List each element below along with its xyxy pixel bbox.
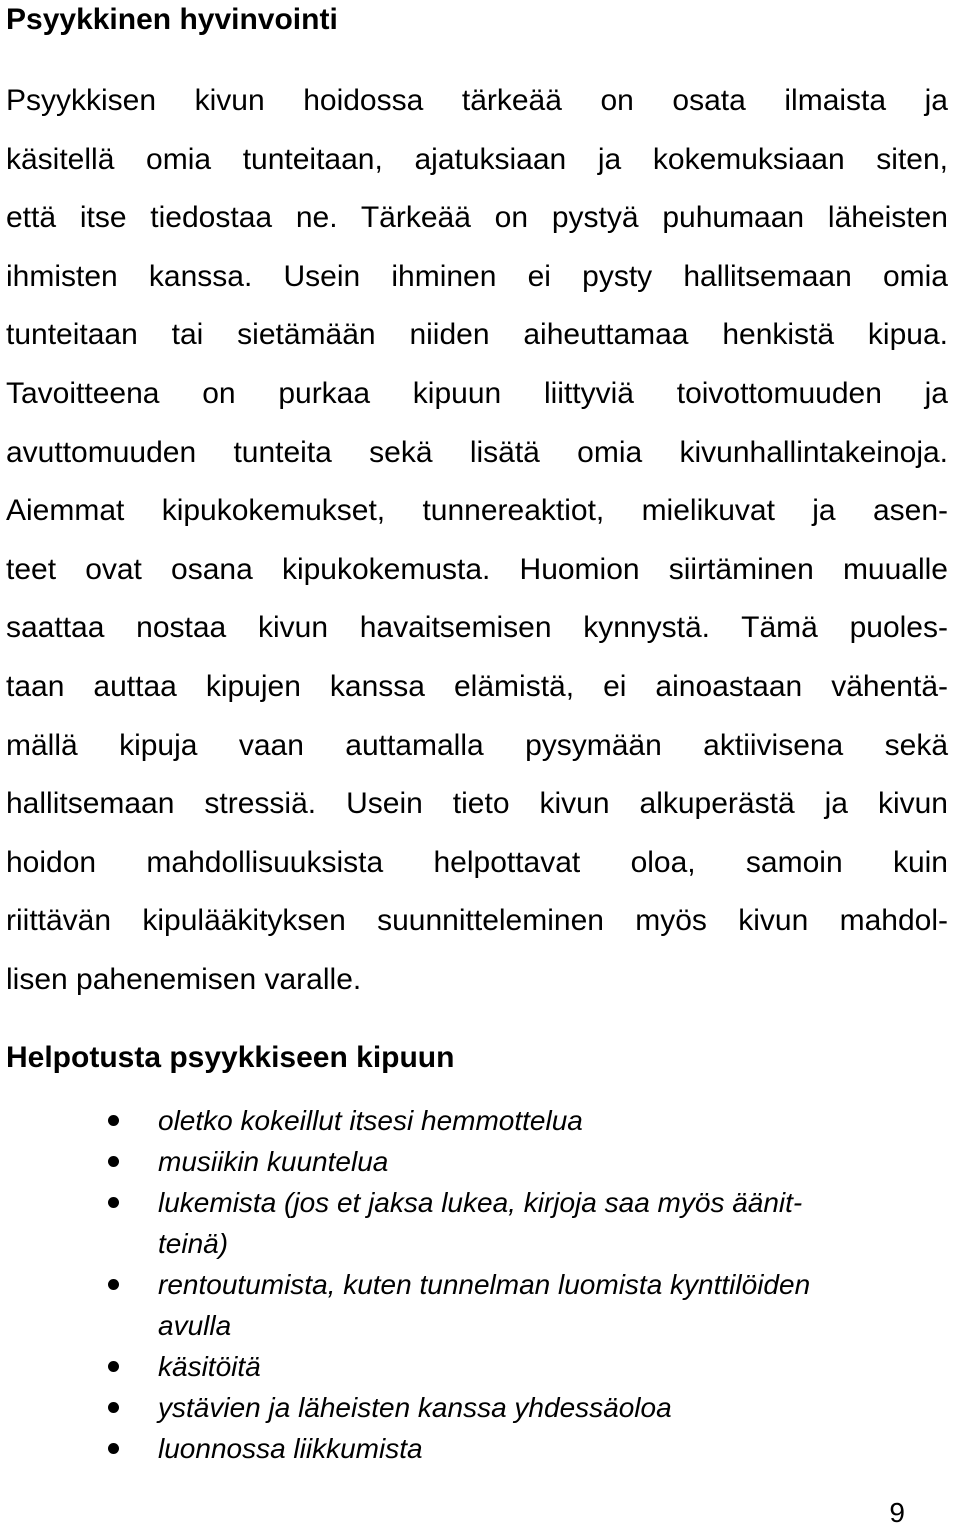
list-item [6, 1428, 960, 1469]
paragraph-line: ihmisten kanssa. Usein ihminen ei pysty hallitsemaan omia [6, 259, 948, 293]
bullet-dot-icon [108, 1361, 119, 1372]
list-item-text: rentoutumista, kuten tunnelman luomista kynttilöiden [158, 1269, 811, 1300]
paragraph-line: saattaa nostaa kivun havaitsemisen kynnystä. Tämä puoles- [6, 611, 948, 645]
paragraph-line: että itse tiedostaa ne. Tärkeää on pystyä puhumaan läheisten [6, 201, 948, 235]
subsection-heading: Helpotusta psyykkiseen kipuun [6, 1041, 455, 1074]
list-item [6, 1346, 960, 1387]
list-item [6, 1264, 960, 1346]
list-item-text: teinä) [158, 1228, 229, 1259]
list-item-text: musiikin kuuntelua [158, 1146, 389, 1177]
paragraph-line: käsitellä omia tunteitaan, ajatuksiaan ja kokemuksiaan siten, [6, 142, 948, 176]
bullet-dot-icon [108, 1115, 119, 1126]
list-item [6, 1141, 960, 1182]
page-number: 9 [889, 1497, 905, 1528]
paragraph-line: avuttomuuden tunteita sekä lisätä omia kivunhallintakeinoja. [6, 435, 948, 469]
list-item [6, 1387, 960, 1428]
body-paragraph [6, 72, 948, 1010]
list-item-text: oletko kokeillut itsesi hemmottelua [158, 1105, 583, 1136]
list-item-text: käsitöitä [158, 1351, 261, 1382]
paragraph-line: Psyykkisen kivun hoidossa tärkeää on osata ilmaista ja [6, 84, 948, 117]
bullet-dot-icon [108, 1197, 119, 1208]
paragraph-line: taan auttaa kipujen kanssa elämistä, ei ainoastaan vähentä- [6, 669, 948, 703]
paragraph-line: Aiemmat kipukokemukset, tunnereaktiot, mielikuvat ja asen- [6, 494, 948, 528]
paragraph-line: lisen pahenemisen varalle. [6, 962, 362, 996]
paragraph-line: hallitsemaan stressiä. Usein tieto kivun alkuperästä ja kivun [6, 787, 948, 821]
paragraph-line: teet ovat osana kipukokemusta. Huomion siirtäminen muualle [6, 552, 948, 586]
list-item-text: lukemista (jos et jaksa lukea, kirjoja saa myös äänit- [158, 1187, 803, 1218]
bullet-dot-icon [108, 1402, 119, 1413]
paragraph-line: mällä kipuja vaan auttamalla pysymään aktiivisena sekä [6, 728, 948, 762]
bullet-dot-icon [108, 1279, 119, 1290]
paragraph-line: riittävän kipulääkityksen suunnitteleminen myös kivun mahdol- [6, 904, 948, 938]
paragraph-line: tunteitaan tai sietämään niiden aiheuttamaa henkistä kipua. [6, 318, 948, 352]
list-item [6, 1100, 960, 1141]
paragraph-line: hoidon mahdollisuuksista helpottavat oloa, samoin kuin [6, 845, 948, 879]
list-item-text: avulla [158, 1310, 232, 1341]
relief-list [6, 1100, 960, 1469]
list-item-text: ystävien ja läheisten kanssa yhdessäoloa [158, 1392, 672, 1423]
list-item-text: luonnossa liikkumista [158, 1433, 423, 1464]
paragraph-line: Tavoitteena on purkaa kipuun liittyviä toivottomuuden ja [6, 376, 948, 410]
bullet-dot-icon [108, 1443, 119, 1454]
section-heading: Psyykkinen hyvinvointi [6, 3, 338, 36]
bullet-dot-icon [108, 1156, 119, 1167]
list-item [6, 1182, 960, 1264]
